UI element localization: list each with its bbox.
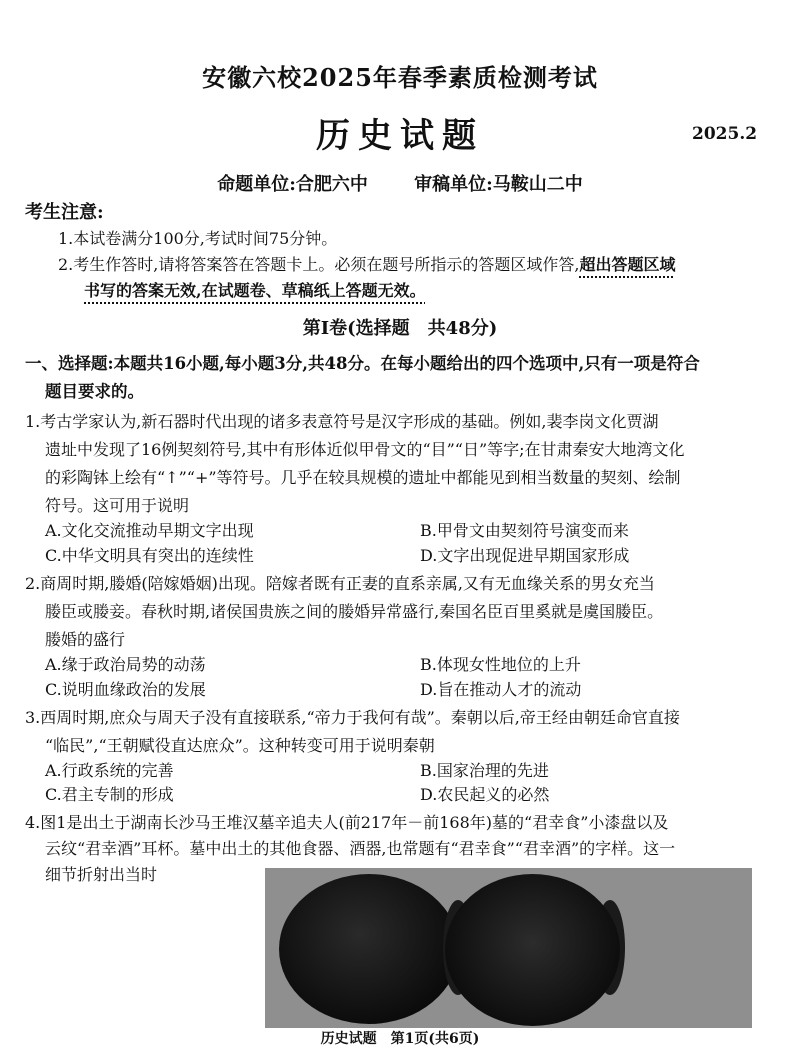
- q1-option-a: A.文化交流推动早期文字出现: [45, 521, 254, 540]
- notice-heading: 考生注意:: [25, 202, 104, 223]
- q1-stem-line: 的彩陶钵上绘有“↑”“+”等符号。几乎在较具规模的遗址中都能见到相当数量的契刻、绘制: [45, 468, 681, 487]
- lacquerware-photo: [265, 868, 752, 1028]
- reviewer-unit: 审稿单位:马鞍山二中: [414, 174, 583, 195]
- q2-stem-line: 2.商周时期,媵婚(陪嫁婚姻)出现。陪嫁者既有正妻的直系亲属,又有无血缘关系的男女充当: [25, 574, 655, 593]
- lacquer-plate: [279, 874, 459, 1024]
- q3-stem-line: 3.西周时期,庶众与周天子没有直接联系,“帝力于我何有哉”。秦朝以后,帝王经由朝廷命官直接: [25, 708, 680, 727]
- q4-stem-line: 4.图1是出土于湖南长沙马王堆汉墓辛追夫人(前217年－前168年)墓的“君幸食”小漆盘以及: [25, 813, 669, 832]
- q1-option-c: C.中华文明具有突出的连续性: [45, 546, 254, 565]
- q4-stem-line: 云纹“君幸酒”耳杯。墓中出土的其他食器、酒器,也常题有“君幸食”“君幸酒”的字样。这一: [45, 839, 676, 858]
- q1-option-b: B.甲骨文由契刻符号演变而来: [420, 521, 629, 540]
- notice-item-2: [58, 252, 675, 275]
- q1-stem-line: 符号。这可用于说明: [45, 496, 190, 515]
- q3-option-d: D.农民起义的必然: [420, 785, 550, 804]
- exam-units: [0, 170, 800, 196]
- q1-stem-line: 1.考古学家认为,新石器时代出现的诸多表意符号是汉字形成的基础。例如,裴李岗文化贾湖: [25, 412, 659, 431]
- notice-item-2-cont: [84, 278, 426, 301]
- q1-option-d: D.文字出现促进早期国家形成: [420, 546, 630, 565]
- q2-option-d: D.旨在推动人才的流动: [420, 680, 582, 699]
- q3-option-a: A.行政系统的完善: [45, 761, 174, 780]
- q2-stem-line: 媵臣或媵妾。春秋时期,诸侯国贵族之间的媵婚异常盛行,秦国名臣百里奚就是虞国媵臣。: [45, 602, 664, 621]
- section-1-instruction: 一、选择题:本题共16小题,每小题3分,共48分。在每小题给出的四个选项中,只有一项是符合: [25, 354, 700, 373]
- setter-unit: 命题单位:合肥六中: [217, 174, 368, 195]
- q3-option-c: C.君主专制的形成: [45, 785, 174, 804]
- notice-item-2-part-a: 2.考生作答时,请将答案答在答题卡上。必须在题号所指示的答题区域作答,: [58, 255, 580, 274]
- subject-title: 历史试题: [316, 116, 484, 156]
- q2-option-b: B.体现女性地位的上升: [420, 655, 581, 674]
- notice-item-2-emphasis: 超出答题区域: [579, 255, 676, 274]
- page-footer: 历史试题 第1页(共6页): [320, 1031, 480, 1047]
- section-1-instruction-cont: 题目要求的。: [45, 382, 144, 401]
- exam-date: 2025.2: [692, 124, 758, 144]
- lacquer-ear-cup: [445, 874, 620, 1026]
- q2-stem-line: 媵婚的盛行: [45, 630, 126, 649]
- q4-stem-line: 细节折射出当时: [45, 865, 158, 884]
- exam-title: 安徽六校2025年春季素质检测考试: [202, 63, 598, 92]
- q3-stem-line: “临民”,“王朝赋役直达庶众”。这种转变可用于说明秦朝: [45, 736, 435, 755]
- q2-option-a: A.缘于政治局势的动荡: [45, 655, 206, 674]
- part-1-title: 第Ⅰ卷(选择题 共48分): [302, 318, 498, 339]
- q1-stem-line: 遗址中发现了16例契刻符号,其中有形体近似甲骨文的“目”“日”等字;在甘肃秦安大地湾文化: [45, 440, 685, 459]
- q2-option-c: C.说明血缘政治的发展: [45, 680, 206, 699]
- notice-item-2-part-c: 书写的答案无效,在试题卷、草稿纸上答题无效。: [84, 281, 426, 300]
- notice-item-1: 1.本试卷满分100分,考试时间75分钟。: [58, 229, 338, 248]
- q3-option-b: B.国家治理的先进: [420, 761, 549, 780]
